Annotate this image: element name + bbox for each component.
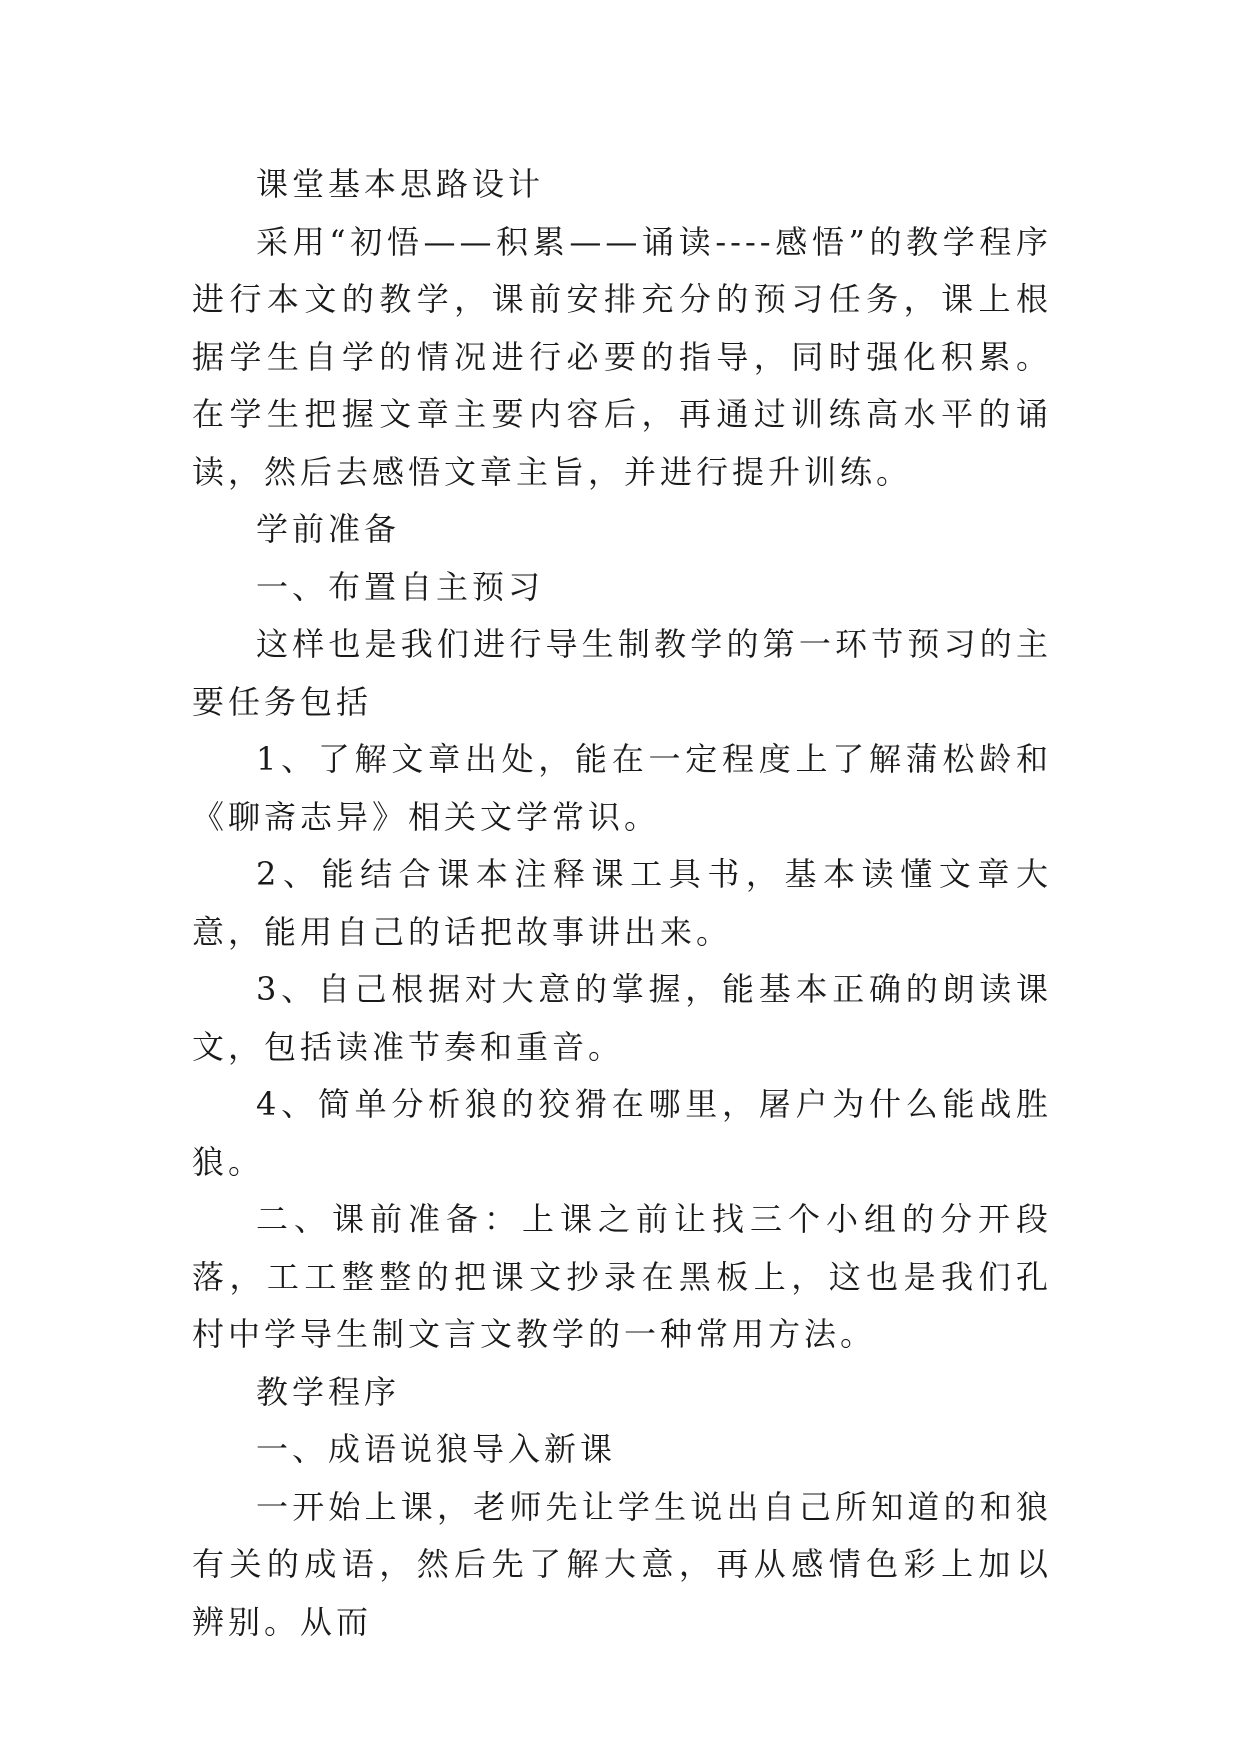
section-heading-preparation: 学前准备	[256, 510, 401, 548]
list-item-1: 1、了解文章出处，能在一定程度上了解蒲松龄和《聊斋志异》相关文学常识。	[192, 740, 1052, 836]
paragraph-idiom-activity: 一开始上课，老师先让学生说出自己所知道的和狼有关的成语，然后先了解大意，再从感情色彩上加以辨别。从而	[192, 1487, 1052, 1641]
document-body	[192, 156, 1052, 1651]
subheading-self-study: 一、布置自主预习	[256, 567, 545, 606]
section-heading-procedure: 教学程序	[256, 1372, 401, 1411]
paragraph-preview-tasks: 这样也是我们进行导生制教学的第一环节预习的主要任务包括	[192, 625, 1052, 721]
subheading-idiom-intro: 一、成语说狼导入新课	[256, 1430, 617, 1468]
paragraph-class-preparation: 二、课前准备：上课之前让找三个小组的分开段落，工工整整的把课文抄录在黑板上，这也是我们孔村中学导生制文言文教学的一种常用方法。	[192, 1200, 1052, 1353]
list-item-2: 2、能结合课本注释课工具书，基本读懂文章大意，能用自己的话把故事讲出来。	[192, 855, 1052, 951]
list-item-3: 3、自己根据对大意的掌握，能基本正确的朗读课文，包括读准节奏和重音。	[192, 970, 1052, 1066]
list-item-4: 4、简单分析狼的狡猾在哪里，屠户为什么能战胜狼。	[192, 1085, 1052, 1181]
paragraph-teaching-approach: 采用“初悟——积累——诵读----感悟”的教学程序进行本文的教学，课前安排充分的预习任务，课上根据学生自学的情况进行必要的指导，同时强化积累。在学生把握文章主要内容后，再通过训练高水平的诵读，然后去感悟文章主旨，并进行提升训练。	[192, 222, 1052, 491]
section-heading-course-design: 课堂基本思路设计	[256, 165, 545, 203]
